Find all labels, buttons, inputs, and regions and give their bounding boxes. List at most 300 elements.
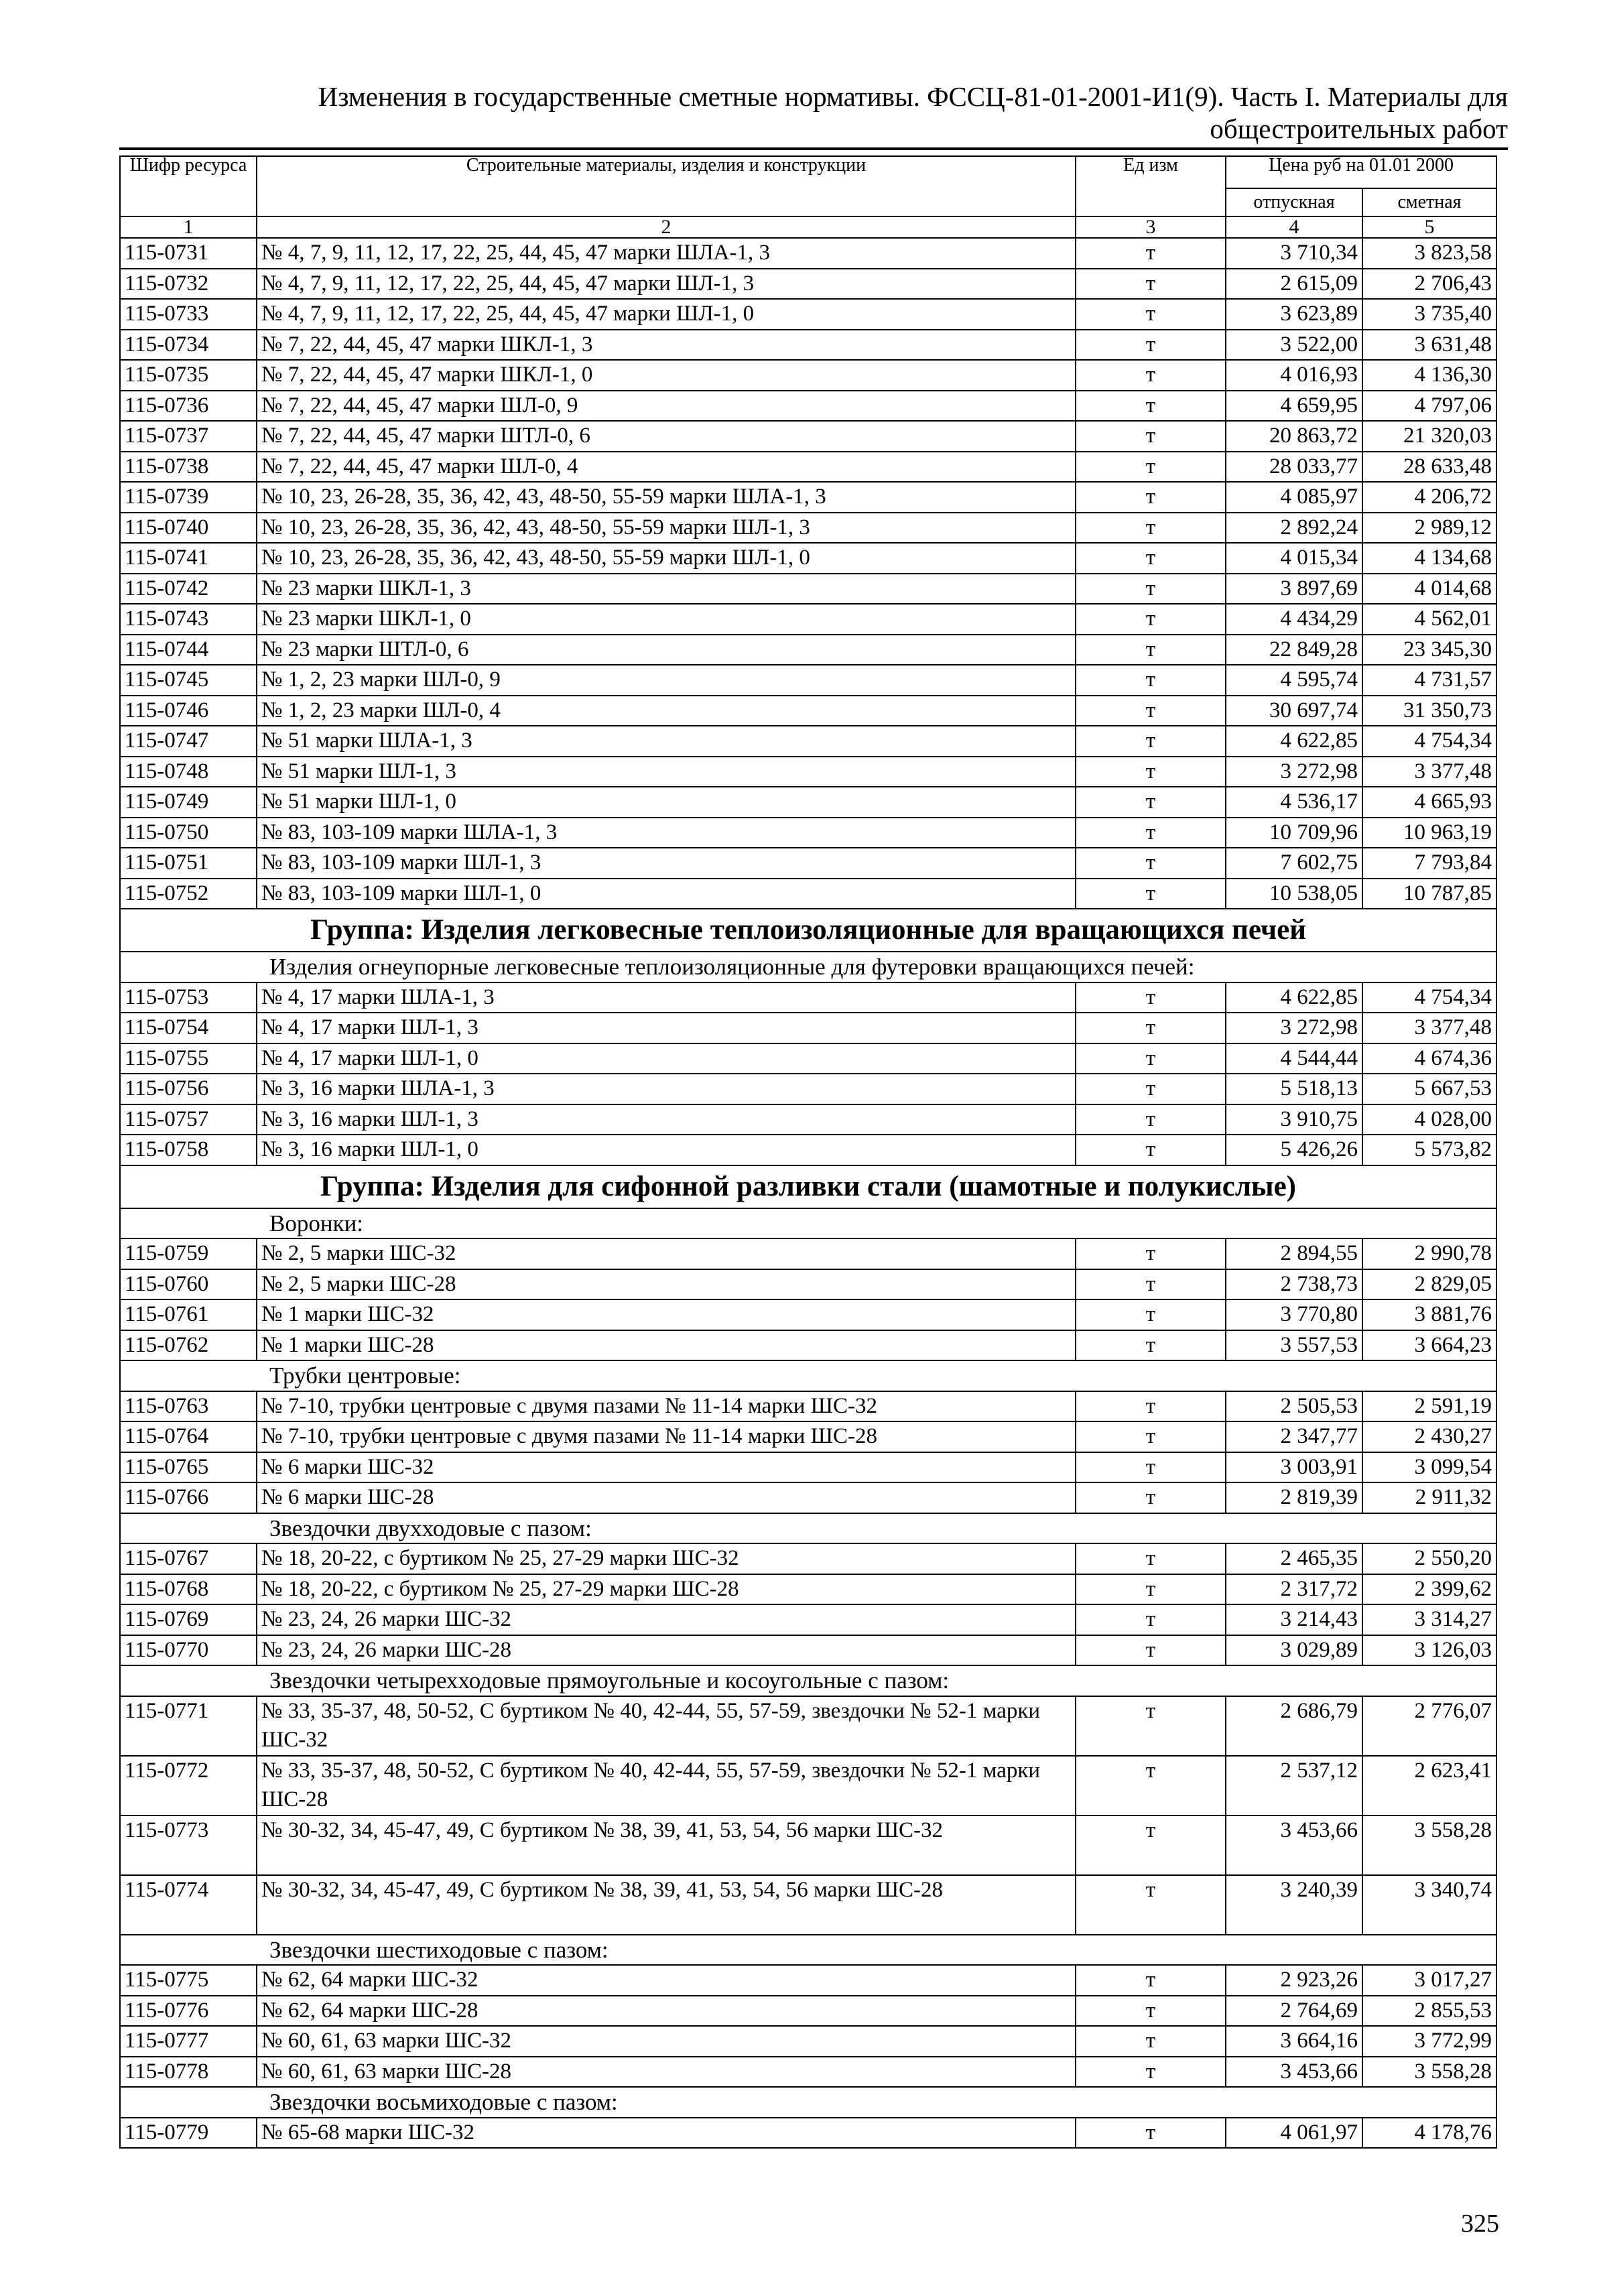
table-row	[120, 1543, 1496, 1574]
col-number: 2	[257, 216, 1076, 238]
release-price-cell: 4 016,93	[1226, 360, 1362, 391]
page-number: 325	[1461, 2210, 1499, 2238]
release-price-cell: 3 272,98	[1226, 757, 1362, 787]
table-row	[120, 1875, 1496, 1935]
unit-cell: т	[1076, 1238, 1226, 1269]
table-row	[120, 330, 1496, 361]
resource-code-cell: 115-0772	[120, 1756, 257, 1815]
unit-cell: т	[1076, 1452, 1226, 1483]
resource-code-cell: 115-0777	[120, 2026, 257, 2057]
estimate-price-cell: 3 772,99	[1362, 2026, 1496, 2057]
material-name-cell: № 7, 22, 44, 45, 47 марки ШЛ-0, 4	[257, 452, 1076, 483]
resource-code-cell: 115-0760	[120, 1269, 257, 1300]
resource-code-cell: 115-0757	[120, 1104, 257, 1135]
unit-cell: т	[1076, 1604, 1226, 1635]
unit-cell: т	[1076, 848, 1226, 879]
release-price-cell: 4 085,97	[1226, 482, 1362, 513]
material-name-cell: № 23 марки ШТЛ-0, 6	[257, 635, 1076, 665]
release-price-cell: 3 897,69	[1226, 574, 1362, 604]
material-name-cell: № 4, 7, 9, 11, 12, 17, 22, 25, 44, 45, 47 марки ШЛ-1, 0	[257, 299, 1076, 330]
unit-cell: т	[1076, 1756, 1226, 1815]
estimate-price-cell: 2 399,62	[1362, 1574, 1496, 1605]
unit-cell: т	[1076, 726, 1226, 757]
resource-code-cell: 115-0771	[120, 1696, 257, 1756]
estimate-price-cell: 3 377,48	[1362, 1013, 1496, 1043]
release-price-cell: 4 544,44	[1226, 1043, 1362, 1074]
material-name-cell: № 3, 16 марки ШЛА-1, 3	[257, 1074, 1076, 1104]
unit-cell: т	[1076, 452, 1226, 483]
resource-code-cell: 115-0747	[120, 726, 257, 757]
release-price-cell: 2 317,72	[1226, 1574, 1362, 1605]
col-number: 1	[120, 216, 257, 238]
unit-cell: т	[1076, 1574, 1226, 1605]
resource-code-cell: 115-0753	[120, 982, 257, 1013]
estimate-price-cell: 4 206,72	[1362, 482, 1496, 513]
estimate-price-cell: 3 664,23	[1362, 1330, 1496, 1361]
subgroup-heading: Трубки центровые:	[120, 1360, 1496, 1391]
resource-code-cell: 115-0736	[120, 391, 257, 422]
estimate-price-cell: 3 099,54	[1362, 1452, 1496, 1483]
release-price-cell: 3 214,43	[1226, 1604, 1362, 1635]
unit-cell: т	[1076, 574, 1226, 604]
release-price-cell: 4 595,74	[1226, 665, 1362, 696]
estimate-price-cell: 4 797,06	[1362, 391, 1496, 422]
material-name-cell: № 23, 24, 26 марки ШС-28	[257, 1635, 1076, 1666]
table-body	[120, 238, 1496, 2148]
release-price-cell: 2 819,39	[1226, 1482, 1362, 1513]
unit-cell: т	[1076, 299, 1226, 330]
table-row	[120, 1756, 1496, 1815]
release-price-cell: 3 522,00	[1226, 330, 1362, 361]
resource-code-cell: 115-0758	[120, 1135, 257, 1165]
material-name-cell: № 6 марки ШС-32	[257, 1452, 1076, 1483]
resource-code-cell: 115-0746	[120, 696, 257, 726]
col-header-price-estimate: сметная	[1362, 188, 1496, 216]
resource-code-cell: 115-0744	[120, 635, 257, 665]
release-price-cell: 3 770,80	[1226, 1299, 1362, 1330]
estimate-price-cell: 5 667,53	[1362, 1074, 1496, 1104]
unit-cell: т	[1076, 513, 1226, 544]
unit-cell: т	[1076, 787, 1226, 818]
estimate-price-cell: 7 793,84	[1362, 848, 1496, 879]
resource-code-cell: 115-0766	[120, 1482, 257, 1513]
release-price-cell: 2 764,69	[1226, 1996, 1362, 2027]
release-price-cell: 3 240,39	[1226, 1875, 1362, 1935]
table-row	[120, 391, 1496, 422]
release-price-cell: 3 029,89	[1226, 1635, 1362, 1666]
release-price-cell: 20 863,72	[1226, 421, 1362, 452]
unit-cell: т	[1076, 1013, 1226, 1043]
material-name-cell: № 4, 7, 9, 11, 12, 17, 22, 25, 44, 45, 47 марки ШЛ-1, 3	[257, 269, 1076, 300]
table-row	[120, 2118, 1496, 2149]
resource-code-cell: 115-0732	[120, 269, 257, 300]
release-price-cell: 3 557,53	[1226, 1330, 1362, 1361]
resource-code-cell: 115-0749	[120, 787, 257, 818]
material-name-cell: № 10, 23, 26-28, 35, 36, 42, 43, 48-50, 55-59 марки ШЛА-1, 3	[257, 482, 1076, 513]
release-price-cell: 22 849,28	[1226, 635, 1362, 665]
resource-code-cell: 115-0734	[120, 330, 257, 361]
estimate-price-cell: 2 989,12	[1362, 513, 1496, 544]
estimate-price-cell: 3 823,58	[1362, 238, 1496, 269]
table-row	[120, 757, 1496, 787]
unit-cell: т	[1076, 1104, 1226, 1135]
estimate-price-cell: 4 731,57	[1362, 665, 1496, 696]
table-row	[120, 1604, 1496, 1635]
resource-code-cell: 115-0742	[120, 574, 257, 604]
material-name-cell: № 7, 22, 44, 45, 47 марки ШТЛ-0, 6	[257, 421, 1076, 452]
release-price-cell: 3 272,98	[1226, 1013, 1362, 1043]
table-row	[120, 1696, 1496, 1756]
material-name-cell: № 1 марки ШС-32	[257, 1299, 1076, 1330]
resource-code-cell: 115-0776	[120, 1996, 257, 2027]
table-row	[120, 452, 1496, 483]
estimate-price-cell: 4 665,93	[1362, 787, 1496, 818]
material-name-cell: № 83, 103-109 марки ШЛ-1, 0	[257, 879, 1076, 909]
unit-cell: т	[1076, 269, 1226, 300]
material-name-cell: № 23, 24, 26 марки ШС-32	[257, 1604, 1076, 1635]
estimate-price-cell: 28 633,48	[1362, 452, 1496, 483]
table-row	[120, 1074, 1496, 1104]
estimate-price-cell: 3 017,27	[1362, 1965, 1496, 1996]
estimate-price-cell: 4 674,36	[1362, 1043, 1496, 1074]
estimate-price-cell: 4 134,68	[1362, 543, 1496, 574]
resource-code-cell: 115-0737	[120, 421, 257, 452]
estimate-price-cell: 5 573,82	[1362, 1135, 1496, 1165]
release-price-cell: 7 602,75	[1226, 848, 1362, 879]
unit-cell: т	[1076, 1815, 1226, 1875]
material-name-cell: № 4, 17 марки ШЛ-1, 0	[257, 1043, 1076, 1074]
unit-cell: т	[1076, 330, 1226, 361]
unit-cell: т	[1076, 635, 1226, 665]
release-price-cell: 30 697,74	[1226, 696, 1362, 726]
release-price-cell: 10 538,05	[1226, 879, 1362, 909]
release-price-cell: 2 738,73	[1226, 1269, 1362, 1300]
table-row	[120, 1269, 1496, 1300]
table-row	[120, 1635, 1496, 1666]
unit-cell: т	[1076, 1135, 1226, 1165]
col-header-name: Строительные материалы, изделия и конструкции	[257, 156, 1076, 216]
estimate-price-cell: 4 754,34	[1362, 726, 1496, 757]
material-name-cell: № 23 марки ШКЛ-1, 3	[257, 574, 1076, 604]
material-name-cell: № 62, 64 марки ШС-32	[257, 1965, 1076, 1996]
col-number: 4	[1226, 216, 1362, 238]
resource-code-cell: 115-0756	[120, 1074, 257, 1104]
unit-cell: т	[1076, 1421, 1226, 1452]
unit-cell: т	[1076, 360, 1226, 391]
subgroup-heading: Звездочки двухходовые с пазом:	[120, 1513, 1496, 1544]
estimate-price-cell: 3 881,76	[1362, 1299, 1496, 1330]
release-price-cell: 10 709,96	[1226, 818, 1362, 848]
subgroup-heading-row	[120, 1208, 1496, 1239]
release-price-cell: 5 518,13	[1226, 1074, 1362, 1104]
table-row	[120, 1013, 1496, 1043]
estimate-price-cell: 4 562,01	[1362, 604, 1496, 635]
table-row	[120, 482, 1496, 513]
material-name-cell: № 7-10, трубки центровые с двумя пазами № 11-14 марки ШС-32	[257, 1391, 1076, 1422]
estimate-price-cell: 2 855,53	[1362, 1996, 1496, 2027]
estimate-price-cell: 4 754,34	[1362, 982, 1496, 1013]
unit-cell: т	[1076, 1635, 1226, 1666]
estimate-price-cell: 2 550,20	[1362, 1543, 1496, 1574]
subgroup-heading-row	[120, 1360, 1496, 1391]
material-name-cell: № 6 марки ШС-28	[257, 1482, 1076, 1513]
resource-code-cell: 115-0750	[120, 818, 257, 848]
release-price-cell: 5 426,26	[1226, 1135, 1362, 1165]
estimate-price-cell: 3 558,28	[1362, 2057, 1496, 2088]
table-row	[120, 513, 1496, 544]
table-row	[120, 1452, 1496, 1483]
estimate-price-cell: 4 028,00	[1362, 1104, 1496, 1135]
resource-code-cell: 115-0759	[120, 1238, 257, 1269]
release-price-cell: 2 686,79	[1226, 1696, 1362, 1756]
table-row	[120, 1996, 1496, 2027]
unit-cell: т	[1076, 1299, 1226, 1330]
release-price-cell: 2 894,55	[1226, 1238, 1362, 1269]
material-name-cell: № 65-68 марки ШС-32	[257, 2118, 1076, 2149]
resource-code-cell: 115-0731	[120, 238, 257, 269]
unit-cell: т	[1076, 421, 1226, 452]
unit-cell: т	[1076, 2057, 1226, 2088]
estimate-price-cell: 2 911,32	[1362, 1482, 1496, 1513]
estimate-price-cell: 31 350,73	[1362, 696, 1496, 726]
release-price-cell: 3 664,16	[1226, 2026, 1362, 2057]
unit-cell: т	[1076, 1875, 1226, 1935]
release-price-cell: 2 465,35	[1226, 1543, 1362, 1574]
resource-code-cell: 115-0764	[120, 1421, 257, 1452]
unit-cell: т	[1076, 982, 1226, 1013]
table-row	[120, 1815, 1496, 1875]
table-row	[120, 726, 1496, 757]
material-name-cell: № 1, 2, 23 марки ШЛ-0, 9	[257, 665, 1076, 696]
table-row	[120, 604, 1496, 635]
estimate-price-cell: 4 178,76	[1362, 2118, 1496, 2149]
resource-code-cell: 115-0778	[120, 2057, 257, 2088]
resource-code-cell: 115-0763	[120, 1391, 257, 1422]
table-row	[120, 1482, 1496, 1513]
resource-code-cell: 115-0735	[120, 360, 257, 391]
unit-cell: т	[1076, 604, 1226, 635]
col-number: 3	[1076, 216, 1226, 238]
release-price-cell: 4 015,34	[1226, 543, 1362, 574]
table-row	[120, 787, 1496, 818]
unit-cell: т	[1076, 482, 1226, 513]
material-name-cell: № 51 марки ШЛ-1, 0	[257, 787, 1076, 818]
estimate-price-cell: 3 314,27	[1362, 1604, 1496, 1635]
release-price-cell: 4 061,97	[1226, 2118, 1362, 2149]
subgroup-heading: Воронки:	[120, 1208, 1496, 1239]
material-name-cell: № 3, 16 марки ШЛ-1, 0	[257, 1135, 1076, 1165]
release-price-cell: 3 710,34	[1226, 238, 1362, 269]
estimate-price-cell: 3 340,74	[1362, 1875, 1496, 1935]
estimate-price-cell: 2 776,07	[1362, 1696, 1496, 1756]
resource-code-cell: 115-0739	[120, 482, 257, 513]
table-row	[120, 1965, 1496, 1996]
unit-cell: т	[1076, 1043, 1226, 1074]
resource-code-cell: 115-0740	[120, 513, 257, 544]
resource-code-cell: 115-0770	[120, 1635, 257, 1666]
subgroup-heading: Звездочки восьмиходовые с пазом:	[120, 2087, 1496, 2118]
table-row	[120, 269, 1496, 300]
unit-cell: т	[1076, 1330, 1226, 1361]
table-row	[120, 1238, 1496, 1269]
resource-code-cell: 115-0748	[120, 757, 257, 787]
estimate-price-cell: 3 377,48	[1362, 757, 1496, 787]
col-header-price: Цена руб на 01.01 2000	[1226, 156, 1496, 188]
release-price-cell: 3 453,66	[1226, 1815, 1362, 1875]
table-row	[120, 1574, 1496, 1605]
table-row	[120, 421, 1496, 452]
release-price-cell: 28 033,77	[1226, 452, 1362, 483]
table-row	[120, 1135, 1496, 1165]
table-row	[120, 299, 1496, 330]
resource-code-cell: 115-0741	[120, 543, 257, 574]
unit-cell: т	[1076, 238, 1226, 269]
table-row	[120, 1421, 1496, 1452]
material-name-cell: № 1 марки ШС-28	[257, 1330, 1076, 1361]
resource-code-cell: 115-0775	[120, 1965, 257, 1996]
col-number: 5	[1362, 216, 1496, 238]
estimate-price-cell: 3 126,03	[1362, 1635, 1496, 1666]
material-name-cell: № 33, 35-37, 48, 50-52, С буртиком № 40, 42-44, 55, 57-59, звездочки № 52-1 марки ШС-28	[257, 1756, 1076, 1815]
estimate-price-cell: 3 631,48	[1362, 330, 1496, 361]
material-name-cell: № 23 марки ШКЛ-1, 0	[257, 604, 1076, 635]
release-price-cell: 4 434,29	[1226, 604, 1362, 635]
subgroup-heading-row	[120, 1935, 1496, 1966]
resource-code-cell: 115-0733	[120, 299, 257, 330]
table-row	[120, 635, 1496, 665]
material-name-cell: № 62, 64 марки ШС-28	[257, 1996, 1076, 2027]
estimate-price-cell: 10 787,85	[1362, 879, 1496, 909]
resource-code-cell: 115-0765	[120, 1452, 257, 1483]
release-price-cell: 2 892,24	[1226, 513, 1362, 544]
material-name-cell: № 51 марки ШЛ-1, 3	[257, 757, 1076, 787]
release-price-cell: 2 537,12	[1226, 1756, 1362, 1815]
material-name-cell: № 10, 23, 26-28, 35, 36, 42, 43, 48-50, 55-59 марки ШЛ-1, 0	[257, 543, 1076, 574]
subgroup-heading-row	[120, 952, 1496, 982]
table-row	[120, 665, 1496, 696]
group-heading-row	[120, 909, 1496, 952]
resource-code-cell: 115-0767	[120, 1543, 257, 1574]
table-row	[120, 574, 1496, 604]
unit-cell: т	[1076, 1482, 1226, 1513]
header-rule	[119, 147, 1508, 150]
release-price-cell: 2 615,09	[1226, 269, 1362, 300]
resource-code-cell: 115-0745	[120, 665, 257, 696]
release-price-cell: 3 623,89	[1226, 299, 1362, 330]
unit-cell: т	[1076, 757, 1226, 787]
material-name-cell: № 7, 22, 44, 45, 47 марки ШКЛ-1, 0	[257, 360, 1076, 391]
material-name-cell: № 18, 20-22, с буртиком № 25, 27-29 марки ШС-28	[257, 1574, 1076, 1605]
table-row	[120, 2057, 1496, 2088]
estimate-price-cell: 2 990,78	[1362, 1238, 1496, 1269]
unit-cell: т	[1076, 2026, 1226, 2057]
col-header-unit: Ед изм	[1076, 156, 1226, 216]
resource-code-cell: 115-0751	[120, 848, 257, 879]
group-heading: Группа: Изделия для сифонной разливки стали (шамотные и полукислые)	[120, 1165, 1496, 1208]
subgroup-heading-row	[120, 2087, 1496, 2118]
subgroup-heading-row	[120, 1513, 1496, 1544]
price-table	[119, 155, 1497, 2149]
material-name-cell: № 30-32, 34, 45-47, 49, С буртиком № 38, 39, 41, 53, 54, 56 марки ШС-32	[257, 1815, 1076, 1875]
table-row	[120, 543, 1496, 574]
material-name-cell: № 10, 23, 26-28, 35, 36, 42, 43, 48-50, 55-59 марки ШЛ-1, 3	[257, 513, 1076, 544]
group-heading: Группа: Изделия легковесные теплоизоляционные для вращающихся печей	[120, 909, 1496, 952]
resource-code-cell: 115-0768	[120, 1574, 257, 1605]
material-name-cell: № 83, 103-109 марки ШЛ-1, 3	[257, 848, 1076, 879]
col-header-code: Шифр ресурса	[120, 156, 257, 216]
material-name-cell: № 33, 35-37, 48, 50-52, С буртиком № 40, 42-44, 55, 57-59, звездочки № 52-1 марки ШС-32	[257, 1696, 1076, 1756]
table-row	[120, 1391, 1496, 1422]
material-name-cell: № 60, 61, 63 марки ШС-32	[257, 2026, 1076, 2057]
estimate-price-cell: 2 591,19	[1362, 1391, 1496, 1422]
material-name-cell: № 7-10, трубки центровые с двумя пазами № 11-14 марки ШС-28	[257, 1421, 1076, 1452]
resource-code-cell: 115-0754	[120, 1013, 257, 1043]
material-name-cell: № 30-32, 34, 45-47, 49, С буртиком № 38, 39, 41, 53, 54, 56 марки ШС-28	[257, 1875, 1076, 1935]
table-row	[120, 238, 1496, 269]
table-row	[120, 982, 1496, 1013]
unit-cell: т	[1076, 1696, 1226, 1756]
estimate-price-cell: 2 623,41	[1362, 1756, 1496, 1815]
material-name-cell: № 83, 103-109 марки ШЛА-1, 3	[257, 818, 1076, 848]
material-name-cell: № 1, 2, 23 марки ШЛ-0, 4	[257, 696, 1076, 726]
release-price-cell: 4 622,85	[1226, 726, 1362, 757]
table-row	[120, 2026, 1496, 2057]
resource-code-cell: 115-0743	[120, 604, 257, 635]
release-price-cell: 4 659,95	[1226, 391, 1362, 422]
material-name-cell: № 7, 22, 44, 45, 47 марки ШЛ-0, 9	[257, 391, 1076, 422]
unit-cell: т	[1076, 1996, 1226, 2027]
material-name-cell: № 3, 16 марки ШЛ-1, 3	[257, 1104, 1076, 1135]
material-name-cell: № 51 марки ШЛА-1, 3	[257, 726, 1076, 757]
material-name-cell: № 7, 22, 44, 45, 47 марки ШКЛ-1, 3	[257, 330, 1076, 361]
unit-cell: т	[1076, 543, 1226, 574]
table-row	[120, 1330, 1496, 1361]
page-header: Изменения в государственные сметные нормативы. ФССЦ-81-01-2001-И1(9). Часть I. Материалы для общестроительных работ	[318, 81, 1508, 144]
release-price-cell: 2 923,26	[1226, 1965, 1362, 1996]
group-heading-row	[120, 1165, 1496, 1208]
table-row	[120, 696, 1496, 726]
material-name-cell: № 4, 17 марки ШЛА-1, 3	[257, 982, 1076, 1013]
unit-cell: т	[1076, 1074, 1226, 1104]
table-row	[120, 818, 1496, 848]
release-price-cell: 2 347,77	[1226, 1421, 1362, 1452]
table-row	[120, 1299, 1496, 1330]
table-row	[120, 879, 1496, 909]
material-name-cell: № 2, 5 марки ШС-28	[257, 1269, 1076, 1300]
material-name-cell: № 60, 61, 63 марки ШС-28	[257, 2057, 1076, 2088]
release-price-cell: 2 505,53	[1226, 1391, 1362, 1422]
resource-code-cell: 115-0773	[120, 1815, 257, 1875]
release-price-cell: 4 536,17	[1226, 787, 1362, 818]
release-price-cell: 3 453,66	[1226, 2057, 1362, 2088]
unit-cell: т	[1076, 879, 1226, 909]
estimate-price-cell: 2 430,27	[1362, 1421, 1496, 1452]
estimate-price-cell: 21 320,03	[1362, 421, 1496, 452]
table-row	[120, 360, 1496, 391]
resource-code-cell: 115-0761	[120, 1299, 257, 1330]
subgroup-heading-row	[120, 1665, 1496, 1696]
release-price-cell: 3 003,91	[1226, 1452, 1362, 1483]
material-name-cell: № 4, 7, 9, 11, 12, 17, 22, 25, 44, 45, 47 марки ШЛА-1, 3	[257, 238, 1076, 269]
release-price-cell: 4 622,85	[1226, 982, 1362, 1013]
unit-cell: т	[1076, 696, 1226, 726]
resource-code-cell: 115-0779	[120, 2118, 257, 2149]
estimate-price-cell: 3 735,40	[1362, 299, 1496, 330]
table-row	[120, 1043, 1496, 1074]
estimate-price-cell: 4 014,68	[1362, 574, 1496, 604]
table-row	[120, 848, 1496, 879]
estimate-price-cell: 2 829,05	[1362, 1269, 1496, 1300]
